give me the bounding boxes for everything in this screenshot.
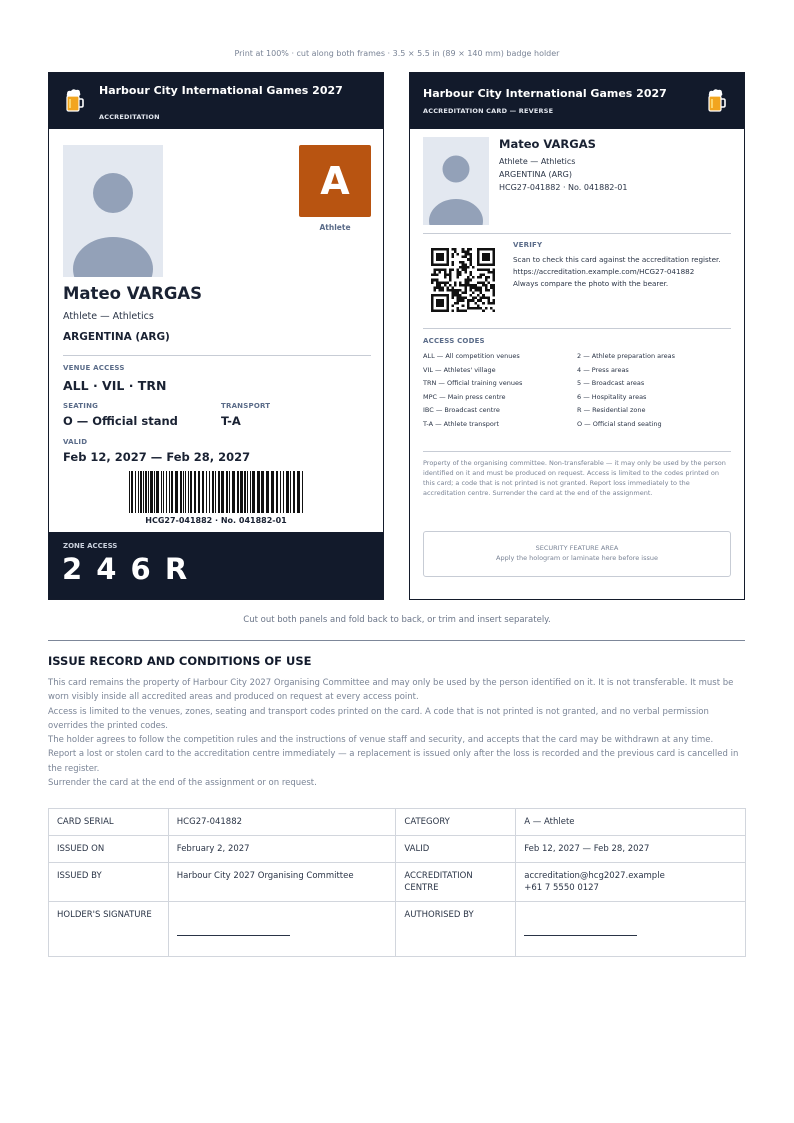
condition-paragraph: The holder agrees to follow the competition rules and the instructions of venue staff and security, and accepts that the card may be withdrawn at any time.: [48, 735, 714, 746]
legal-notice: Property of the organising committee. Non-transferable — it may only be used by the person identified on it and must be produced on request. Access is limited to the codes printed on this card; a code that is not printed is not granted. Report loss immediately to the accreditation centre. Surrender the card at the end of the assignment.: [423, 459, 726, 497]
seating-value: O — Official stand: [63, 414, 178, 428]
access-code-item: T-A — Athlete transport: [423, 419, 500, 428]
access-code-item: 4 — Press areas: [577, 365, 629, 374]
holder-photo-small: [423, 137, 489, 225]
valid-label: VALID: [63, 438, 88, 446]
category-badge: A: [299, 145, 371, 217]
issue-record-heading: ISSUE RECORD AND CONDITIONS OF USE: [48, 654, 312, 668]
access-codes-label: ACCESS CODES: [423, 337, 485, 345]
access-code-item: TRN — Official training venues: [423, 379, 523, 387]
access-code-item: MPC — Main press centre: [423, 392, 506, 401]
front-card-type: ACCREDITATION: [99, 113, 160, 121]
zone-access-label: ZONE ACCESS: [63, 542, 118, 550]
verify-label: VERIFY: [513, 241, 543, 249]
access-code-item: VIL — Athletes' village: [423, 365, 496, 374]
accreditation-centre-label: ACCREDITATION CENTRE: [396, 863, 516, 902]
zone-access-band: [49, 532, 383, 599]
back-card-type: ACCREDITATION CARD — REVERSE: [423, 107, 554, 115]
category-value: A — Athlete: [516, 809, 746, 836]
centre-phone: +61 7 5550 0127: [524, 883, 599, 893]
access-codes-right: [577, 352, 675, 433]
table-row: [49, 809, 746, 836]
back-header: [410, 73, 744, 129]
transport-label: TRANSPORT: [221, 402, 271, 410]
holder-photo: [63, 145, 163, 277]
back-holder-role: Athlete — Athletics: [499, 157, 576, 166]
divider: [423, 233, 731, 234]
barcode-number: HCG27-041882 · No. 041882-01: [145, 516, 287, 525]
beer-mug-icon: [705, 88, 727, 114]
verify-url: https://accreditation.example.com/HCG27-041882: [513, 267, 695, 276]
verify-line: Always compare the photo with the bearer.: [513, 279, 669, 288]
barcode: [129, 471, 305, 513]
condition-paragraph: This card remains the property of Harbour City 2027 Organising Committee and may only be used by the person identified on it. It is not transferable. It must be worn visibly inside all accredited areas and produced on request at every access point.: [48, 678, 734, 703]
access-codes-left: [423, 352, 522, 433]
category-label: Athlete: [319, 223, 351, 232]
category-label: CATEGORY: [396, 809, 516, 836]
divider: [423, 328, 731, 329]
holder-signature-field[interactable]: [168, 902, 396, 957]
beer-mug-icon: [63, 88, 85, 114]
issued-by-value: Harbour City 2027 Organising Committee: [168, 863, 396, 902]
front-event-title: Harbour City International Games 2027: [99, 84, 343, 97]
access-code-item: 5 — Broadcast areas: [577, 379, 645, 387]
issued-by-label: ISSUED BY: [49, 863, 169, 902]
back-holder-name: Mateo VARGAS: [499, 137, 596, 151]
print-instructions: Print at 100% · cut along both frames · 3.5 × 5.5 in (89 × 140 mm) badge holder: [234, 49, 560, 58]
issue-record-table: [48, 808, 746, 957]
valid-value: Feb 12, 2027 — Feb 28, 2027: [516, 836, 746, 863]
issued-on-label: ISSUED ON: [49, 836, 169, 863]
valid-label: VALID: [396, 836, 516, 863]
access-code-item: IBC — Broadcast centre: [423, 406, 500, 414]
back-event-title: Harbour City International Games 2027: [423, 87, 667, 100]
verify-line: Scan to check this card against the accreditation register.: [513, 255, 721, 264]
holder-signature-label: HOLDER'S SIGNATURE: [49, 902, 169, 957]
issued-on-value: February 2, 2027: [168, 836, 396, 863]
badge-back: [409, 72, 745, 600]
access-code-item: 2 — Athlete preparation areas: [577, 352, 676, 360]
card-serial-value: HCG27-041882: [168, 809, 396, 836]
access-code-item: O — Official stand seating: [577, 419, 662, 428]
table-row: [49, 836, 746, 863]
badge-front: [48, 72, 384, 600]
holder-country: ARGENTINA (ARG): [63, 331, 170, 343]
holder-role: Athlete — Athletics: [63, 311, 154, 322]
back-holder-country: ARGENTINA (ARG): [499, 170, 572, 179]
section-divider: [48, 640, 745, 641]
front-header: [49, 73, 383, 129]
centre-email: accreditation@hcg2027.example: [524, 871, 665, 881]
signature-line: [177, 935, 290, 936]
holder-name: Mateo VARGAS: [63, 284, 203, 303]
accreditation-centre-value: [516, 863, 746, 902]
table-row: [49, 863, 746, 902]
divider: [63, 355, 371, 356]
qr-code: [431, 248, 495, 312]
back-card-serial: HCG27-041882 · No. 041882-01: [499, 183, 628, 192]
conditions-of-use: [48, 676, 745, 790]
seating-label: SEATING: [63, 402, 99, 410]
authorised-by-field[interactable]: [516, 902, 746, 957]
person-silhouette-icon: [423, 137, 489, 225]
condition-paragraph: Surrender the card at the end of the assignment or on request.: [48, 778, 317, 789]
card-serial-label: CARD SERIAL: [49, 809, 169, 836]
signature-line: [524, 935, 637, 936]
cut-instructions: Cut out both panels and fold back to back, or trim and insert separately.: [243, 615, 551, 625]
condition-paragraph: Access is limited to the venues, zones, seating and transport codes printed on the card. A code that is not printed is not granted, and no verbal permission overrides the printed codes.: [48, 706, 709, 731]
access-code-item: ALL — All competition venues: [423, 352, 520, 360]
transport-value: T-A: [221, 414, 241, 428]
security-feature-title: SECURITY FEATURE AREA: [535, 544, 619, 552]
person-silhouette-icon: [63, 145, 163, 277]
venue-access-codes: ALL · VIL · TRN: [63, 378, 167, 393]
security-feature-instruction: Apply the hologram or laminate here before issue: [496, 554, 658, 562]
access-code-item: 6 — Hospitality areas: [577, 392, 647, 401]
divider: [423, 451, 731, 452]
condition-paragraph: Report a lost or stolen card to the accreditation centre immediately — a replacement is issued only after the loss is recorded and the previous card is cancelled in the register.: [48, 749, 739, 774]
valid-dates: Feb 12, 2027 — Feb 28, 2027: [63, 450, 251, 464]
venue-access-label: VENUE ACCESS: [63, 364, 125, 372]
table-row: [49, 902, 746, 957]
authorised-by-label: AUTHORISED BY: [396, 902, 516, 957]
access-code-item: R — Residential zone: [577, 406, 646, 414]
zone-codes: 2 4 6 R: [62, 552, 190, 586]
security-feature-area: [423, 531, 731, 577]
